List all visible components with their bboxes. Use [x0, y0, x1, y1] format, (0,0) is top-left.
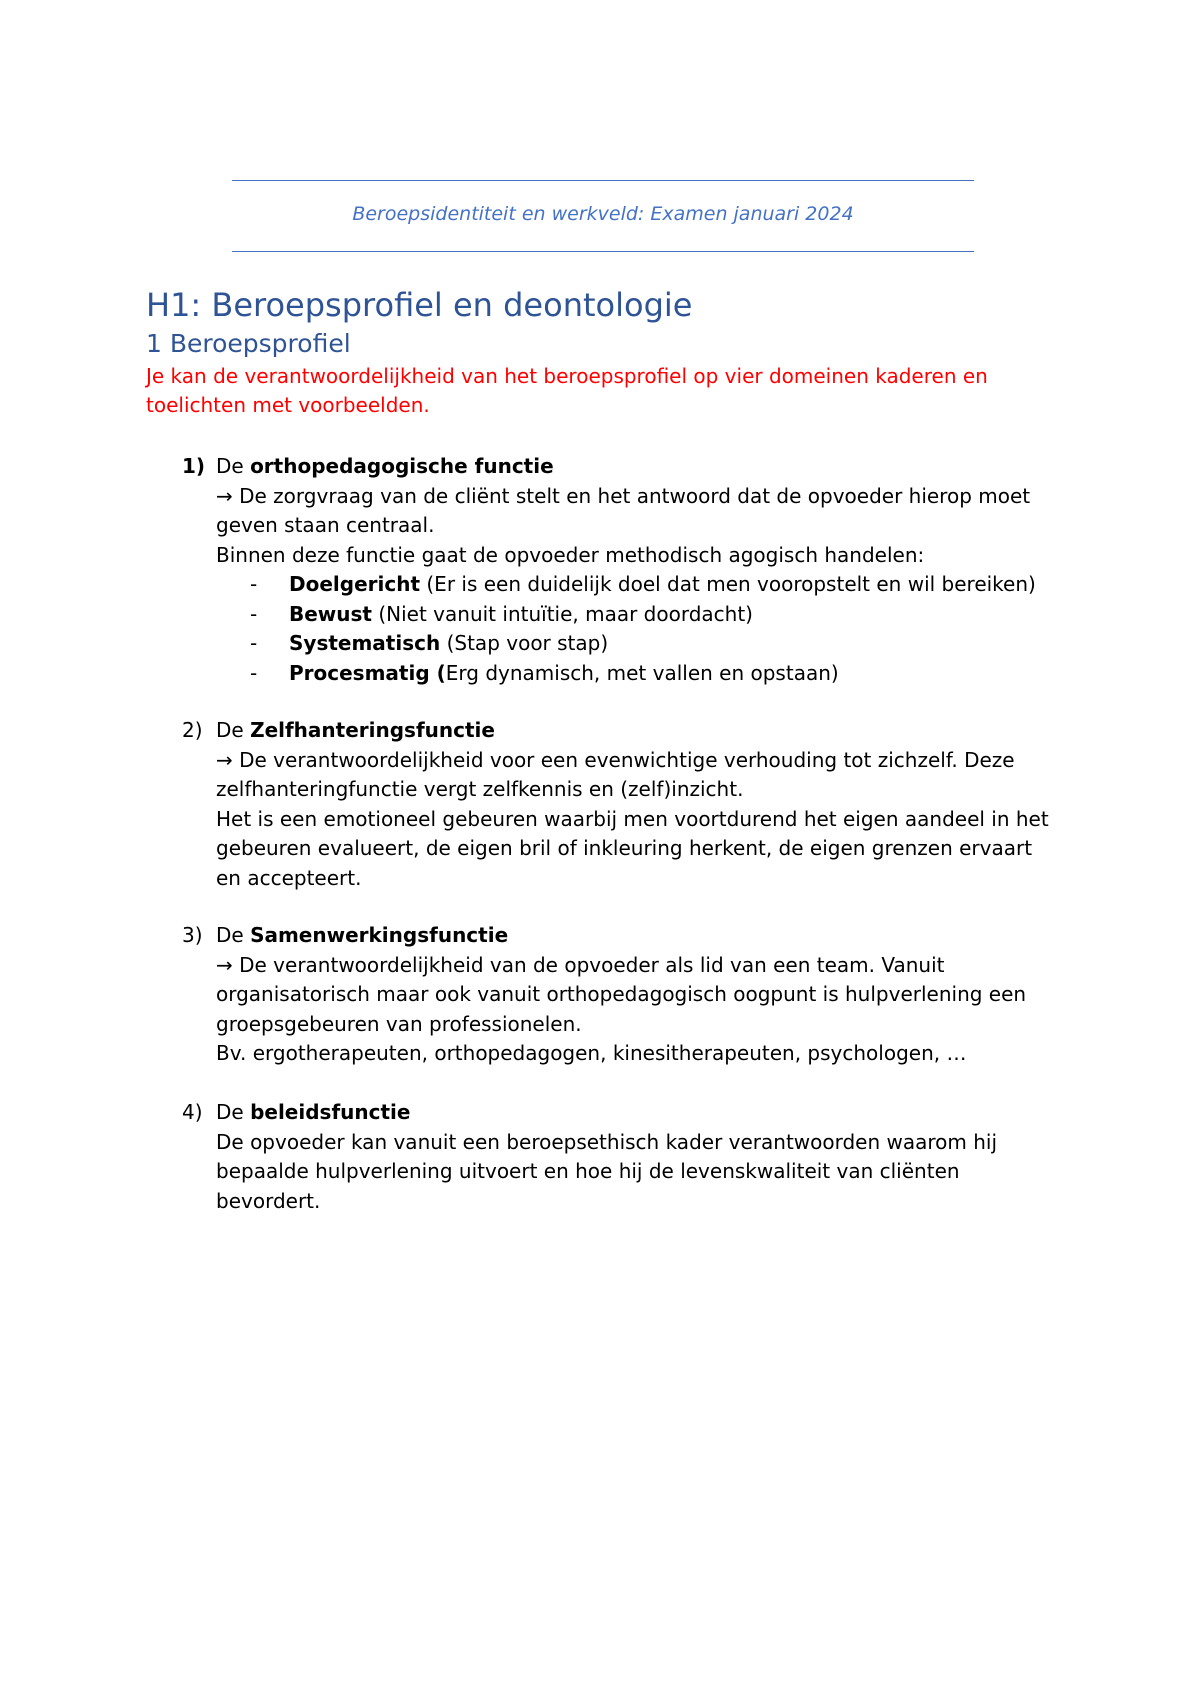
list-item-samenwerkingsfunctie [182, 921, 1062, 1069]
item-title-line: De Zelfhanteringsfunctie [216, 718, 495, 742]
heading-chapter: H1: Beroepsprofiel en deontologie [146, 286, 693, 324]
item-description: → De verantwoordelijkheid van de opvoeder als lid van een team. Vanuit organisatorisch maar ook vanuit orthopedagogisch oogpunt is hulpverlening een groepsgebeuren van professionelen. [216, 952, 1027, 1036]
header-rule-bottom [232, 251, 974, 252]
list-item-beleidsfunctie [182, 1098, 1062, 1216]
learning-objective: Je kan de verantwoordelijkheid van het beroepsprofiel op vier domeinen kaderen en toelichten met voorbeelden. [146, 364, 988, 417]
list-item-zelfhanteringsfunctie [182, 716, 1062, 893]
item-note: Bv. ergotherapeuten, orthopedagogen, kinesitherapeuten, psychologen, … [216, 1041, 967, 1065]
item-number: 4) [182, 1100, 203, 1124]
item-number: 3) [182, 923, 203, 947]
item-title-line: De Samenwerkingsfunctie [216, 923, 509, 947]
heading-section: 1 Beroepsprofiel [146, 329, 351, 358]
list-item: - Doelgericht (Er is een duidelijk doel dat men vooropstelt en wil bereiken) [250, 572, 1036, 596]
item-title: orthopedagogische functie [250, 454, 554, 478]
item-number: 2) [182, 718, 203, 742]
item-note: Binnen deze functie gaat de opvoeder methodisch agogisch handelen: [216, 542, 925, 567]
document-subtitle: Beroepsidentiteit en werkveld: Examen januari 2024 [352, 203, 854, 225]
arrow-right-icon: → [216, 747, 233, 772]
header-rule-top [232, 180, 974, 181]
arrow-right-icon: → [216, 952, 233, 977]
bullet-list [216, 570, 1062, 688]
item-title-line: De beleidsfunctie [216, 1100, 411, 1124]
list-item: - Bewust (Niet vanuit intuïtie, maar doordacht) [250, 601, 753, 626]
list-item: - Systematisch (Stap voor stap) [250, 631, 609, 655]
list-item: - Procesmatig (Erg dynamisch, met vallen en opstaan) [250, 660, 839, 685]
item-description: → De zorgvraag van de cliënt stelt en het antwoord dat de opvoeder hierop moet geven staan centraal. [216, 483, 1031, 537]
item-note: Het is een emotioneel gebeuren waarbij men voortdurend het eigen aandeel in het gebeuren evalueert, de eigen bril of inkleuring herkent, de eigen grenzen ervaart en accepteert. [216, 806, 1049, 890]
item-number: 1) [182, 454, 206, 478]
list-item-orthopedagogische-functie [182, 452, 1062, 688]
arrow-right-icon: → [216, 483, 233, 508]
item-title-line: De orthopedagogische functie [216, 454, 554, 478]
item-title: Zelfhanteringsfunctie [250, 718, 495, 742]
item-title: Samenwerkingsfunctie [250, 923, 509, 947]
item-description: → De verantwoordelijkheid voor een evenwichtige verhouding tot zichzelf. Deze zelfhanteringfunctie vergt zelfkennis en (zelf)inzicht. [216, 747, 1015, 801]
item-title: beleidsfunctie [250, 1100, 411, 1124]
item-description: De opvoeder kan vanuit een beroepsethisch kader verantwoorden waarom hij bepaalde hulpverlening uitvoert en hoe hij de levenskwaliteit van cliënten bevordert. [216, 1129, 998, 1213]
